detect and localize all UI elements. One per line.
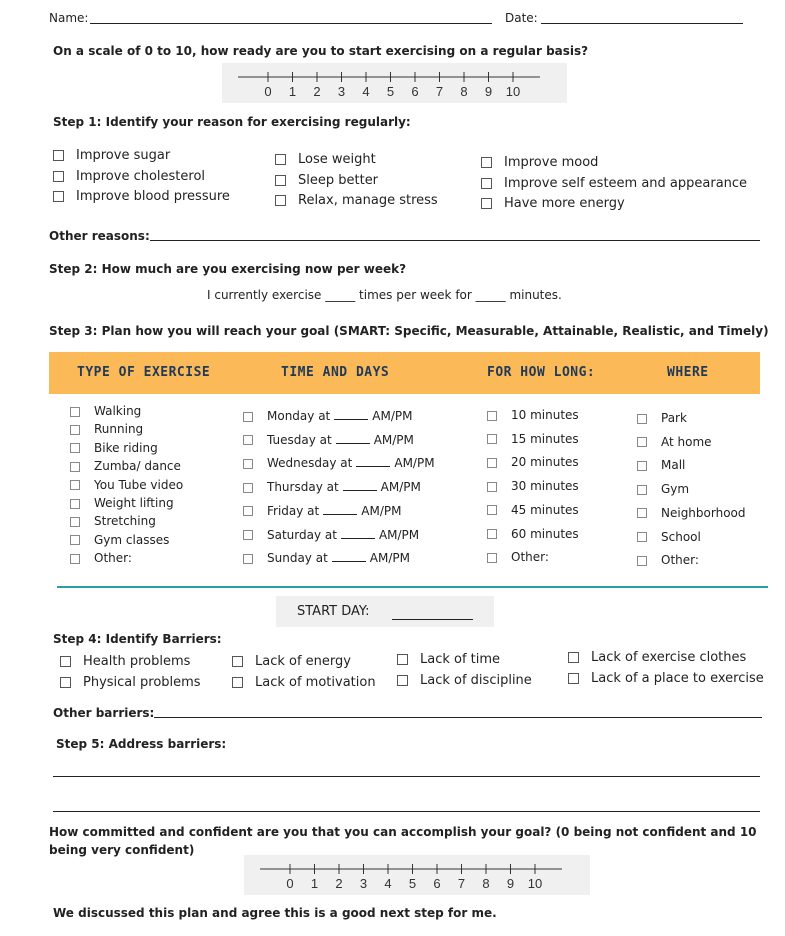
date-field[interactable]: [541, 23, 743, 24]
time-blank[interactable]: [334, 419, 368, 420]
time-blank[interactable]: [336, 443, 370, 444]
ampm-label: AM/PM: [394, 456, 435, 471]
option-label: Bike riding: [94, 440, 158, 455]
checkbox[interactable]: [243, 412, 253, 422]
option-label: Lack of time: [420, 652, 501, 667]
option-label: Stretching: [94, 514, 156, 529]
option-label: Lack of motivation: [255, 674, 376, 690]
scale-label: 6: [433, 876, 441, 891]
option-label: Gym: [661, 482, 690, 497]
checkbox[interactable]: [637, 414, 647, 424]
readiness-scale[interactable]: [222, 63, 567, 103]
step3-title: Step 3: Plan how you will reach your goal (SMART: Specific, Measurable, Attainable, Realistic, and Timely): [49, 324, 769, 338]
checkbox-option[interactable]: [487, 527, 579, 541]
confidence-question: How committed and confident are you that you can accomplish your goal? (0 being not confident and 10 being very confident): [49, 825, 757, 857]
scale-label: 7: [457, 876, 466, 891]
checkbox-option[interactable]: [70, 404, 141, 418]
time-blank[interactable]: [343, 490, 377, 491]
checkbox-option[interactable]: [481, 155, 598, 170]
time-blank[interactable]: [341, 538, 375, 539]
start-day-box: [276, 596, 494, 627]
checkbox-option[interactable]: [487, 455, 579, 469]
checkbox[interactable]: [637, 461, 647, 471]
checkbox[interactable]: [60, 656, 71, 667]
checkbox[interactable]: [243, 530, 253, 540]
scale-label: 2: [335, 876, 343, 891]
checkbox[interactable]: [243, 554, 253, 564]
checkbox-option[interactable]: [70, 478, 183, 492]
scale-label: 8: [460, 84, 468, 99]
checkbox[interactable]: [70, 535, 80, 545]
checkbox[interactable]: [487, 505, 497, 515]
option-label: Zumba/ dance: [94, 459, 181, 474]
checkbox-option[interactable]: [70, 496, 174, 510]
checkbox[interactable]: [397, 675, 408, 686]
checkbox[interactable]: [637, 556, 647, 566]
checkbox-option[interactable]: [232, 675, 376, 690]
checkbox[interactable]: [487, 411, 497, 421]
checkbox[interactable]: [487, 553, 497, 563]
day-label: Monday at: [267, 409, 331, 423]
header-where: WHERE: [667, 365, 709, 380]
barriers-plan-line-1[interactable]: [53, 776, 760, 777]
checkbox[interactable]: [70, 554, 80, 564]
date-label: Date:: [505, 11, 538, 25]
option-label: Relax, manage stress: [298, 193, 438, 208]
checkbox-option[interactable]: [70, 533, 169, 547]
checkbox-option[interactable]: [487, 550, 549, 564]
option-label: Lack of exercise clothes: [591, 650, 747, 665]
checkbox[interactable]: [275, 154, 286, 165]
confidence-scale[interactable]: [244, 855, 590, 895]
scale-label: 1: [310, 876, 319, 891]
checkbox[interactable]: [243, 459, 253, 469]
checkbox-option[interactable]: [487, 503, 579, 517]
checkbox-option[interactable]: [243, 551, 410, 565]
checkbox-option[interactable]: [637, 530, 701, 544]
checkbox[interactable]: [232, 656, 243, 667]
checkbox[interactable]: [481, 178, 492, 189]
day-label: Saturday at: [267, 527, 337, 542]
checkbox-option[interactable]: [53, 169, 205, 184]
start-day-field[interactable]: [392, 619, 473, 620]
checkbox[interactable]: [637, 485, 647, 495]
checkbox-option[interactable]: [397, 652, 500, 667]
checkbox[interactable]: [487, 458, 497, 468]
ampm-label: AM/PM: [361, 503, 402, 518]
checkbox-option[interactable]: [243, 504, 401, 518]
other-barriers-label: Other barriers:: [53, 706, 155, 720]
checkbox[interactable]: [70, 480, 80, 490]
checkbox[interactable]: [487, 434, 497, 444]
checkbox[interactable]: [481, 198, 492, 209]
checkbox-option[interactable]: [243, 456, 435, 470]
option-label: Lose weight: [298, 152, 376, 167]
section-divider: [57, 586, 768, 588]
checkbox[interactable]: [568, 652, 579, 663]
scale-label: 5: [408, 876, 417, 891]
checkbox[interactable]: [70, 517, 80, 527]
scale-label: 7: [435, 84, 444, 99]
checkbox-option[interactable]: [637, 435, 712, 449]
checkbox-option[interactable]: [70, 514, 156, 528]
option-label: Gym classes: [94, 532, 170, 547]
step2-title: Step 2: How much are you exercising now per week?: [49, 262, 407, 276]
option-label: 15 minutes: [511, 431, 579, 446]
plan-table-header: [49, 352, 760, 394]
option-label: Lack of energy: [255, 654, 351, 669]
checkbox[interactable]: [481, 157, 492, 168]
option-label: 20 minutes: [511, 455, 579, 470]
readiness-question: On a scale of 0 to 10, how ready are you to start exercising on a regular basis?: [53, 44, 589, 58]
checkbox[interactable]: [397, 654, 408, 665]
day-label: Wednesday at: [267, 456, 353, 471]
option-label: School: [661, 529, 701, 544]
scale-label: 0: [286, 876, 294, 891]
time-blank[interactable]: [356, 466, 390, 467]
option-label: 45 minutes: [511, 502, 579, 517]
closing-statement: We discussed this plan and agree this is a good next step for me.: [53, 906, 497, 920]
checkbox-option[interactable]: [487, 408, 579, 422]
scale-label: 8: [482, 876, 490, 891]
option-label: Other:: [94, 551, 132, 566]
scale-label: 5: [386, 84, 395, 99]
day-label: Tuesday at: [267, 432, 332, 447]
checkbox-option[interactable]: [60, 654, 190, 669]
option-label: Mall: [661, 458, 686, 473]
checkbox-option[interactable]: [637, 482, 689, 496]
option-label: Improve blood pressure: [76, 189, 230, 204]
scale-label: 10: [505, 84, 521, 99]
checkbox[interactable]: [70, 425, 80, 435]
other-reasons-label: Other reasons:: [49, 229, 150, 243]
step2-sentence: I currently exercise _____ times per week for _____ minutes.: [207, 288, 562, 302]
option-label: 10 minutes: [511, 408, 579, 422]
checkbox-option[interactable]: [60, 675, 201, 690]
barriers-plan-line-2[interactable]: [53, 811, 760, 812]
checkbox[interactable]: [637, 532, 647, 542]
scale-label: 2: [313, 84, 321, 99]
option-label: 60 minutes: [511, 526, 579, 541]
scale-label: 3: [359, 876, 368, 891]
checkbox-option[interactable]: [568, 671, 764, 686]
option-label: Improve cholesterol: [76, 168, 206, 184]
scale-label: 1: [288, 84, 297, 99]
checkbox[interactable]: [53, 191, 64, 202]
step5-title: Step 5: Address barriers:: [56, 737, 227, 751]
header-duration: FOR HOW LONG:: [487, 365, 596, 380]
checkbox-option[interactable]: [70, 551, 132, 565]
checkbox-option[interactable]: [70, 441, 158, 455]
option-label: Improve self esteem and appearance: [504, 175, 748, 191]
checkbox[interactable]: [275, 175, 286, 186]
header-type: TYPE OF EXERCISE: [77, 365, 211, 380]
option-label: Have more energy: [504, 196, 625, 211]
option-label: Improve mood: [504, 155, 599, 170]
option-label: You Tube video: [94, 477, 184, 492]
checkbox-option[interactable]: [275, 193, 438, 208]
checkbox-option[interactable]: [53, 148, 170, 163]
step4-title: Step 4: Identify Barriers:: [53, 632, 222, 646]
checkbox-option[interactable]: [275, 173, 378, 188]
option-label: Park: [661, 411, 687, 425]
checkbox-option[interactable]: [232, 654, 351, 669]
checkbox[interactable]: [60, 677, 71, 688]
scale-label: 4: [362, 84, 370, 99]
scale-label: 6: [411, 84, 419, 99]
checkbox-option[interactable]: [243, 480, 421, 494]
option-label: Health problems: [83, 654, 191, 669]
step1-title: Step 1: Identify your reason for exercising regularly:: [53, 115, 411, 129]
checkbox-option[interactable]: [487, 432, 579, 446]
checkbox[interactable]: [70, 499, 80, 509]
checkbox-option[interactable]: [397, 673, 532, 688]
checkbox-option[interactable]: [637, 458, 685, 472]
scale-label: 9: [506, 876, 515, 891]
scale-label: 0: [264, 84, 272, 99]
option-label: Physical problems: [83, 674, 201, 690]
name-label: Name:: [49, 11, 89, 25]
day-label: Sunday at: [267, 551, 328, 566]
option-label: Other:: [661, 553, 699, 568]
checkbox[interactable]: [70, 462, 80, 472]
checkbox[interactable]: [637, 508, 647, 518]
checkbox[interactable]: [70, 443, 80, 453]
checkbox[interactable]: [70, 407, 80, 417]
header-time: TIME AND DAYS: [281, 365, 390, 380]
day-label: Friday at: [267, 503, 320, 518]
other-reasons-field[interactable]: [150, 240, 760, 241]
option-label: Weight lifting: [94, 496, 174, 510]
checkbox-option[interactable]: [481, 196, 625, 211]
checkbox[interactable]: [487, 529, 497, 539]
name-field[interactable]: [90, 23, 492, 24]
checkbox[interactable]: [232, 677, 243, 688]
time-blank[interactable]: [332, 561, 366, 562]
other-barriers-field[interactable]: [154, 717, 762, 718]
option-label: Walking: [94, 404, 142, 418]
checkbox-option[interactable]: [70, 459, 181, 473]
option-label: Lack of discipline: [420, 672, 532, 688]
scale-label: 3: [337, 84, 346, 99]
scale-label: 10: [527, 876, 543, 891]
checkbox[interactable]: [53, 150, 64, 161]
checkbox[interactable]: [275, 195, 286, 206]
checkbox-option[interactable]: [637, 411, 687, 425]
checkbox-option[interactable]: [637, 506, 746, 520]
ampm-label: AM/PM: [378, 527, 420, 542]
ampm-label: AM/PM: [372, 409, 413, 423]
time-blank[interactable]: [323, 514, 357, 515]
option-label: Lack of a place to exercise: [591, 670, 764, 686]
ampm-label: AM/PM: [380, 480, 421, 495]
checkbox-option[interactable]: [70, 422, 143, 436]
checkbox[interactable]: [53, 171, 64, 182]
start-day-label: START DAY:: [297, 604, 370, 619]
checkbox-option[interactable]: [487, 479, 579, 493]
option-label: Improve sugar: [76, 148, 171, 163]
option-label: 30 minutes: [511, 479, 579, 494]
ampm-label: AM/PM: [369, 551, 410, 566]
option-label: Sleep better: [298, 172, 379, 188]
scale-label: 9: [484, 84, 493, 99]
checkbox-option[interactable]: [53, 189, 230, 204]
scale-label: 4: [384, 876, 392, 891]
checkbox[interactable]: [568, 673, 579, 684]
checkbox-option[interactable]: [568, 650, 746, 665]
checkbox-option[interactable]: [275, 152, 376, 167]
day-label: Thursday at: [267, 480, 339, 495]
ampm-label: AM/PM: [373, 432, 414, 447]
checkbox-option[interactable]: [243, 409, 412, 423]
checkbox-option[interactable]: [637, 553, 699, 567]
checkbox-option[interactable]: [481, 176, 747, 191]
checkbox[interactable]: [487, 482, 497, 492]
option-label: Other:: [511, 550, 549, 565]
checkbox[interactable]: [637, 437, 647, 447]
option-label: Running: [94, 422, 144, 437]
option-label: At home: [661, 434, 712, 449]
checkbox[interactable]: [243, 435, 253, 445]
checkbox-option[interactable]: [243, 433, 414, 447]
checkbox[interactable]: [243, 483, 253, 493]
option-label: Neighborhood: [661, 505, 746, 520]
checkbox-option[interactable]: [243, 528, 419, 542]
checkbox[interactable]: [243, 506, 253, 516]
